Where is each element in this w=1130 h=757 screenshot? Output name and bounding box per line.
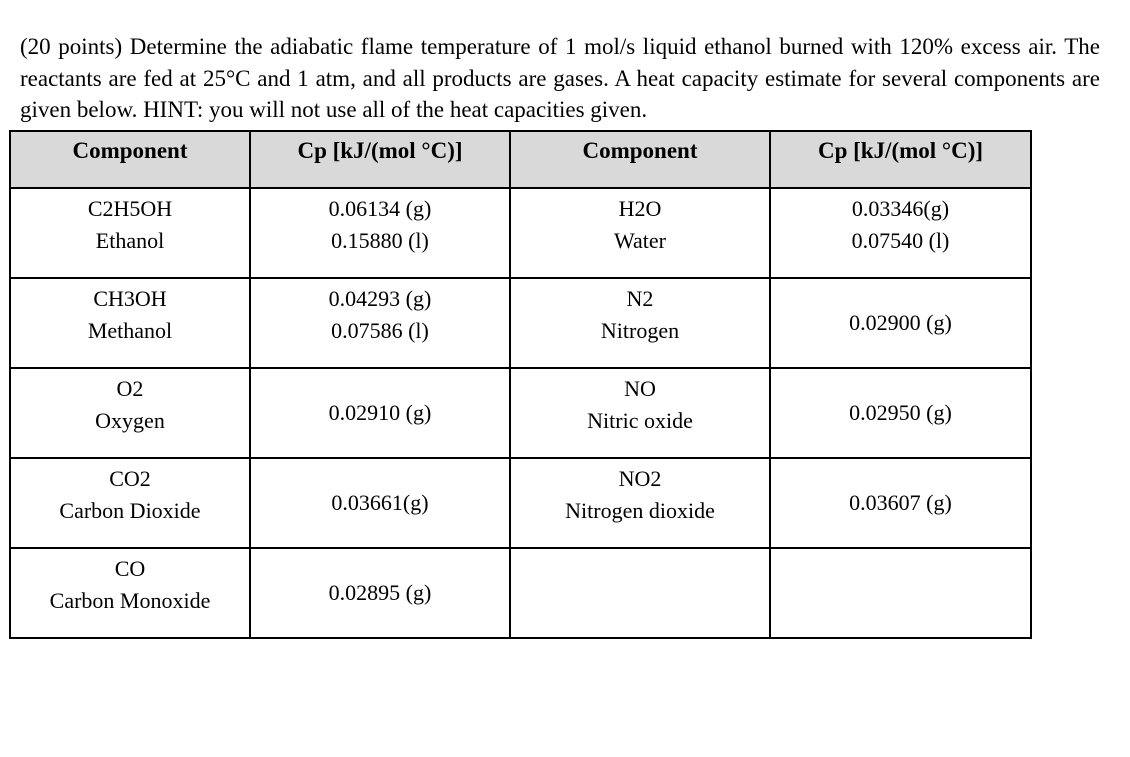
cp-value: 0.15880 (l) [331, 228, 429, 253]
header-cp-right: Cp [kJ/(mol °C)] [770, 131, 1031, 188]
component-formula: C2H5OH [87, 196, 173, 221]
table-row [10, 278, 1031, 368]
cp-cell [250, 278, 510, 368]
table-header-row [10, 131, 1031, 188]
component-formula: N2 [626, 286, 654, 311]
component-name: Methanol [87, 318, 173, 343]
heat-capacity-table [9, 130, 1032, 639]
cp-value: 0.02895 (g) [328, 580, 432, 605]
table-row [10, 548, 1031, 638]
cp-cell [770, 188, 1031, 278]
cp-value: 0.03346(g) [851, 196, 950, 221]
component-formula: CO2 [109, 466, 151, 491]
cp-cell [770, 278, 1031, 368]
component-cell [510, 278, 770, 368]
component-cell [510, 368, 770, 458]
component-name: Oxygen [95, 408, 165, 433]
cp-value: 0.06134 (g) [328, 196, 432, 221]
component-name: Carbon Monoxide [49, 588, 211, 613]
cp-value: 0.02910 (g) [328, 400, 432, 425]
component-name: Nitric oxide [587, 408, 693, 433]
header-cp-left: Cp [kJ/(mol °C)] [250, 131, 510, 188]
component-formula: NO [624, 376, 656, 401]
component-formula: NO2 [618, 466, 662, 491]
component-name: Ethanol [95, 228, 165, 253]
cp-cell [770, 368, 1031, 458]
cp-value: 0.02900 (g) [849, 310, 952, 335]
component-cell [510, 188, 770, 278]
header-component-right: Component [510, 131, 770, 188]
component-cell [10, 548, 250, 638]
component-name: Nitrogen [600, 318, 680, 343]
component-formula: O2 [116, 376, 144, 401]
cp-cell [770, 458, 1031, 548]
header-component-left: Component [10, 131, 250, 188]
table-row [10, 368, 1031, 458]
table-row [10, 458, 1031, 548]
component-name: Water [614, 228, 666, 253]
empty-cell [510, 548, 770, 638]
cp-value: 0.04293 (g) [328, 286, 432, 311]
component-formula: CO [114, 556, 146, 581]
table-row [10, 188, 1031, 278]
empty-cell [770, 548, 1031, 638]
component-formula: CH3OH [93, 286, 167, 311]
component-formula: H2O [618, 196, 662, 221]
component-name: Carbon Dioxide [59, 498, 201, 523]
cp-value: 0.07540 (l) [851, 228, 950, 253]
cp-cell [250, 458, 510, 548]
component-cell [10, 368, 250, 458]
component-cell [510, 458, 770, 548]
cp-cell [250, 368, 510, 458]
component-cell [10, 458, 250, 548]
cp-cell [250, 548, 510, 638]
cp-value: 0.03661(g) [331, 490, 429, 515]
problem-statement: (20 points) Determine the adiabatic flame temperature of 1 mol/s liquid ethanol burned with 120% excess air. The reactants are fed at 25°C and 1 atm, and all products are gases. A heat capacity estimate for several components are given below. HINT: you will not use all of the heat capacities given. [20, 34, 1100, 122]
cp-value: 0.07586 (l) [331, 318, 429, 343]
component-cell [10, 188, 250, 278]
cp-cell [250, 188, 510, 278]
component-name: Nitrogen dioxide [565, 498, 715, 523]
component-cell [10, 278, 250, 368]
cp-value: 0.02950 (g) [849, 400, 952, 425]
cp-value: 0.03607 (g) [849, 490, 952, 515]
